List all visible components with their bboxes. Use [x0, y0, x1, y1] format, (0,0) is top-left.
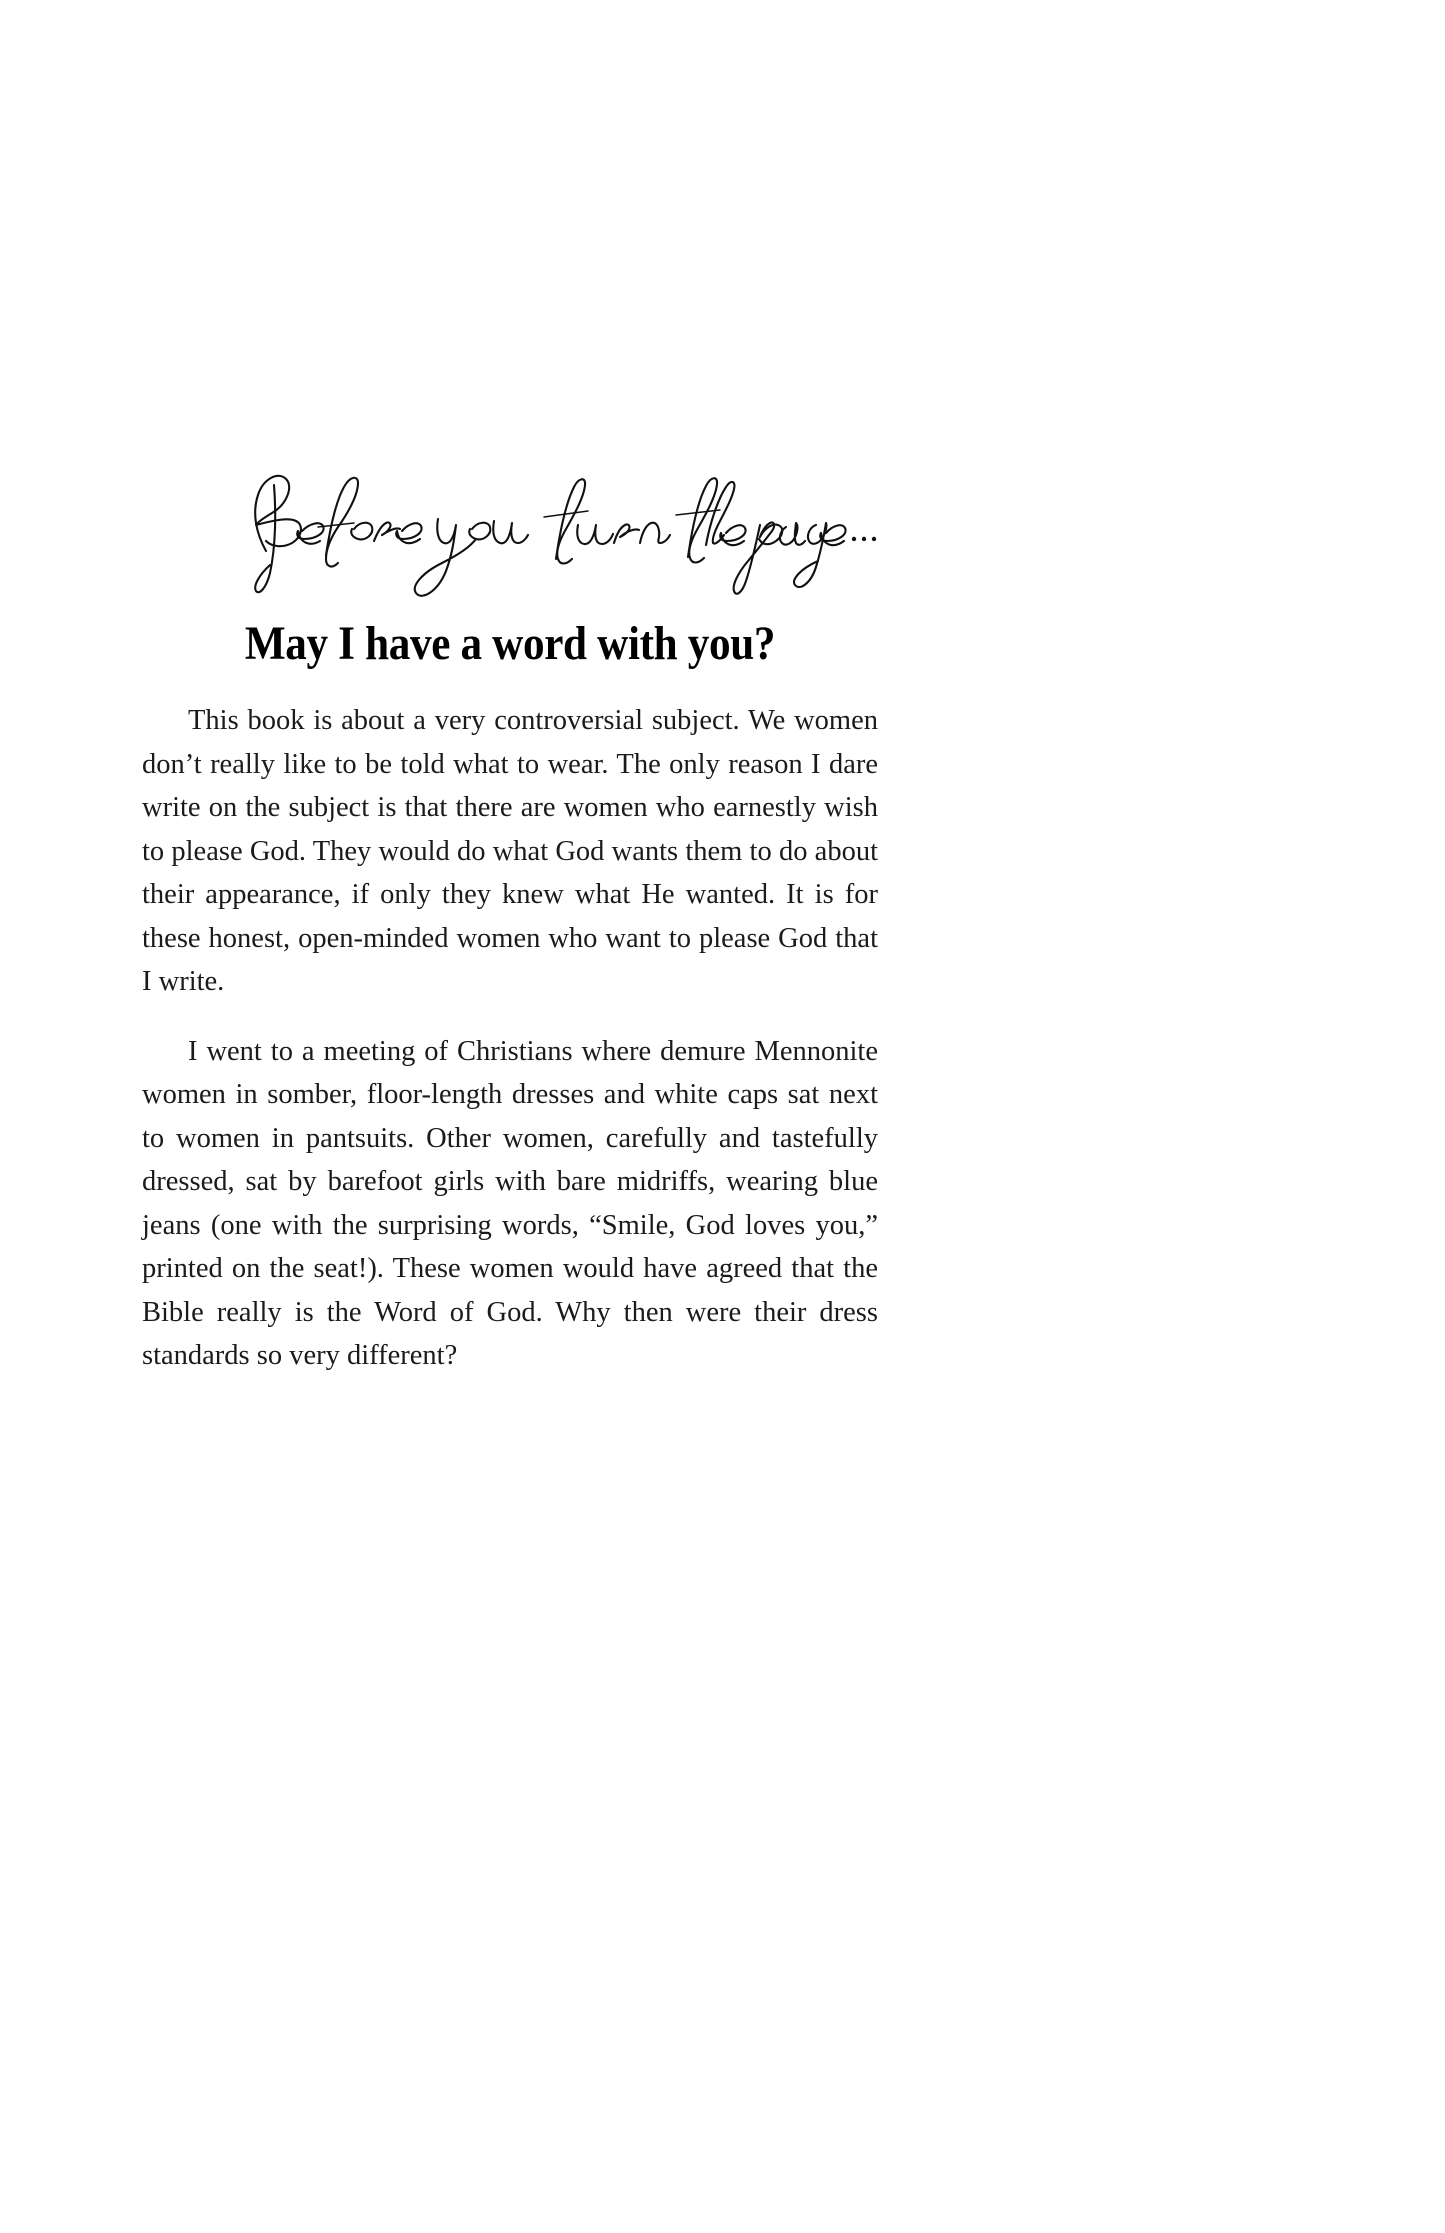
script-heading — [226, 455, 962, 605]
body-copy — [142, 699, 878, 1378]
paragraph-2: I went to a meeting of Christians where demure Mennonite women in somber, floor-length dresses and white caps sat next to women in pantsuits. Other women, carefully and tastefully dressed, sat by barefoot girls with bare midriffs, wearing blue jeans (one with the surprising words, “Smile, God loves you,” printed on the seat!). These women would have agreed that the Bible really is the Word of God. Why then were their dress standards so very different? — [142, 1035, 878, 1372]
page-title: May I have a word with you? — [244, 617, 776, 670]
paragraph-1: This book is about a very controversial subject. We women don’t really like to be told what to wear. The only reason I dare write on the subject is that there are women who earnestly wish to please God. They would do what God wants them to do about their appearance, if only they knew what He wanted. It is for these honest, open-minded women who want to please God that I write. — [142, 705, 878, 998]
page-content — [142, 455, 878, 1378]
script-heading-artwork — [226, 455, 846, 605]
